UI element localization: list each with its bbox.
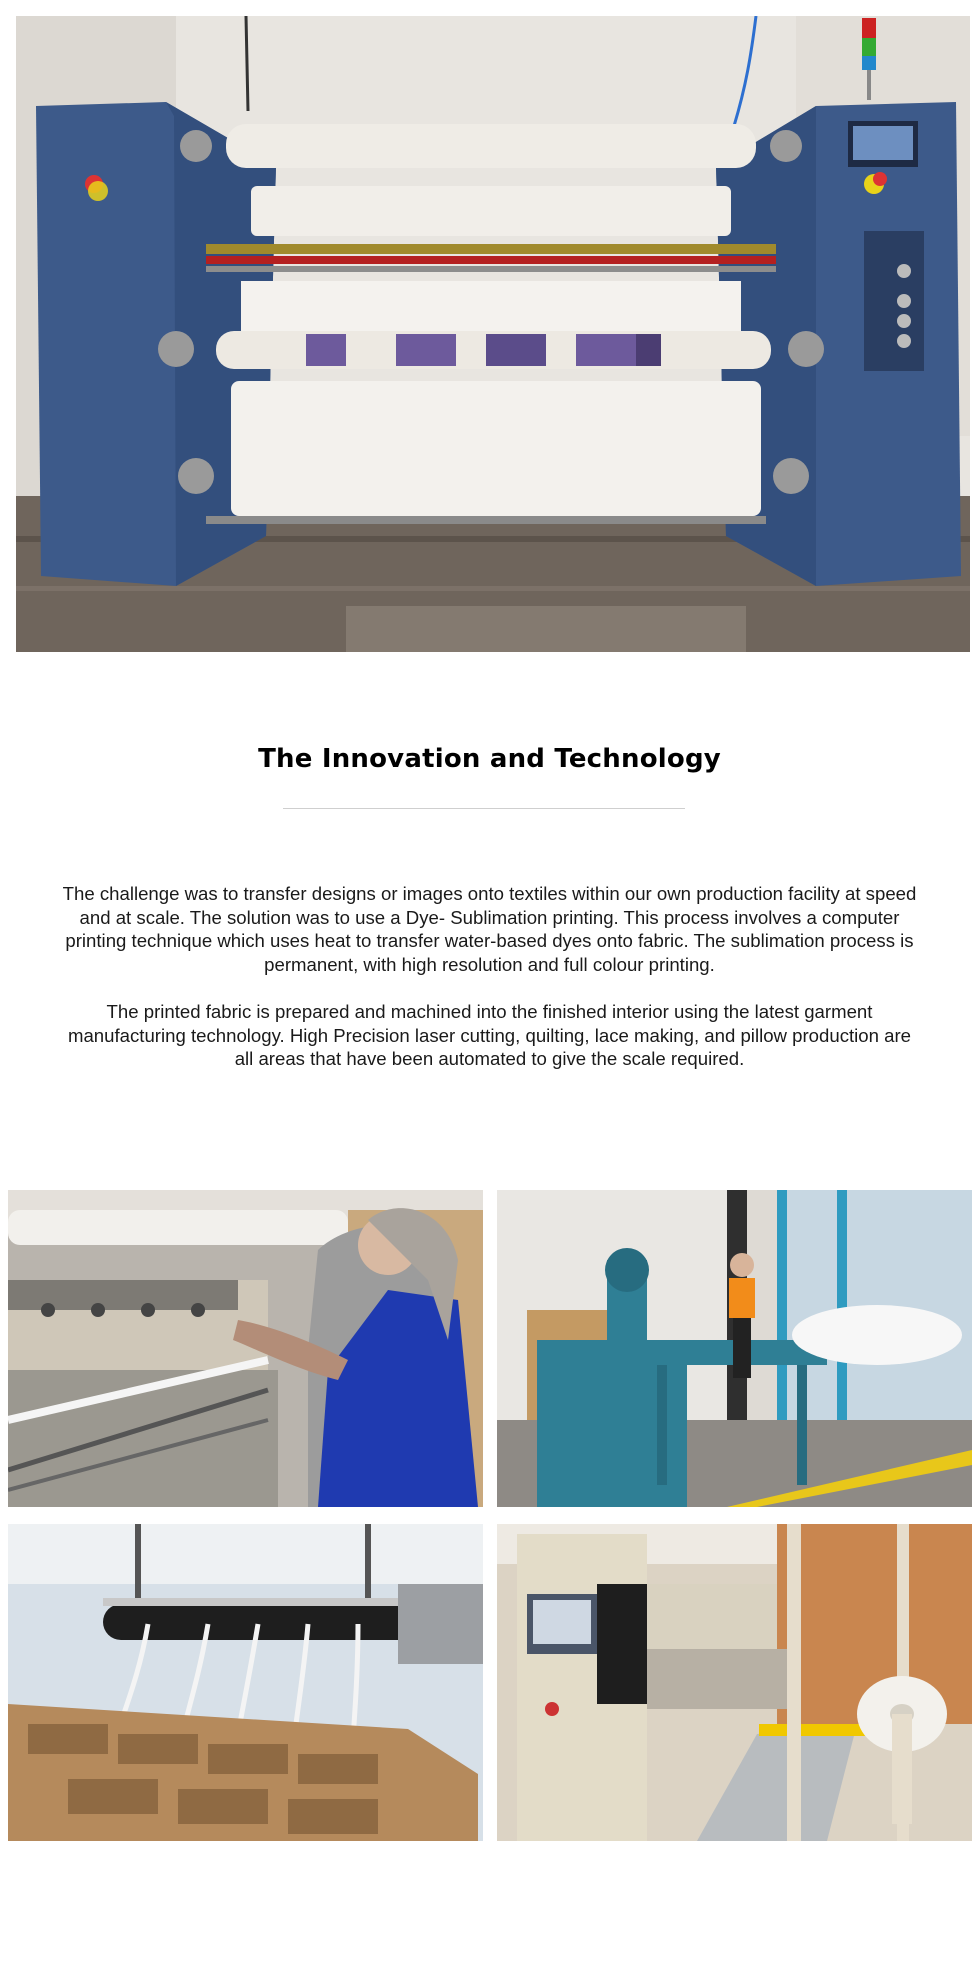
section-title: The Innovation and Technology [258,744,721,774]
paragraph-1: The challenge was to transfer designs or images onto textiles within our own production facility at speed and at scale. The solution was to use a Dye- Sublimation printing. This process involves a computer printing technique which uses heat to transfer water-based dyes onto fabric. The sublimation process is permanent, with high resolution and full colour printing. [62,883,917,975]
lace-making-illustration [8,1524,483,1841]
paragraph-2: The printed fabric is prepared and machined into the finished interior using the latest garment manufacturing technology. High Precision laser cutting, quilting, lace making, and pillow production are all areas that have been automated to give the scale required. [67,1001,912,1069]
pillow-filling-illustration [497,1190,972,1507]
hero-image [16,16,970,652]
gallery-image-pillow-filling [497,1190,972,1507]
quilting-operator-illustration [8,1190,483,1507]
section-body [62,882,917,1095]
quilting-line-illustration [497,1524,972,1841]
gallery-image-quilting-line [497,1524,972,1841]
sublimation-machine-illustration [16,16,970,652]
gallery-image-quilting-operator [8,1190,483,1507]
title-divider [283,808,685,809]
gallery-image-lace-making [8,1524,483,1841]
